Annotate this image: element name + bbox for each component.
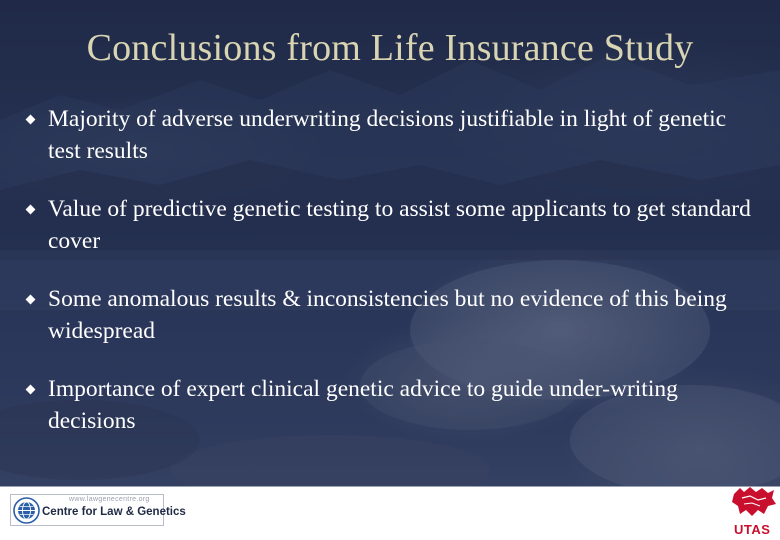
- diamond-bullet-icon: [26, 115, 36, 125]
- utas-wordmark: UTAS: [734, 522, 771, 537]
- bullet-item: [26, 103, 756, 193]
- bullet-text: Importance of expert clinical genetic advice to guide under-writing decisions: [48, 376, 678, 434]
- bullet-item: [26, 193, 756, 283]
- bullet-item: [26, 373, 756, 463]
- utas-crest-icon: [728, 484, 780, 524]
- diamond-bullet-icon: [26, 295, 36, 305]
- footer-divider: [0, 486, 780, 487]
- bullet-list: [26, 103, 756, 463]
- logo-url-text: www.lawgenecentre.org: [69, 496, 150, 503]
- logo-name-text: Centre for Law & Genetics: [42, 506, 186, 518]
- centre-for-law-genetics-logo: [10, 494, 186, 526]
- bullet-text: Majority of adverse underwriting decisions justifiable in light of genetic test results: [48, 106, 727, 164]
- globe-seal-icon: [13, 497, 40, 524]
- utas-logo: [728, 484, 780, 540]
- bullet-text: Value of predictive genetic testing to assist some applicants to get standard cover: [48, 196, 751, 254]
- bullet-text: Some anomalous results & inconsistencies but no evidence of this being widespread: [48, 286, 727, 344]
- slide-title: Conclusions from Life Insurance Study: [86, 27, 694, 69]
- diamond-bullet-icon: [26, 385, 36, 395]
- diamond-bullet-icon: [26, 205, 36, 215]
- bullet-item: [26, 283, 756, 373]
